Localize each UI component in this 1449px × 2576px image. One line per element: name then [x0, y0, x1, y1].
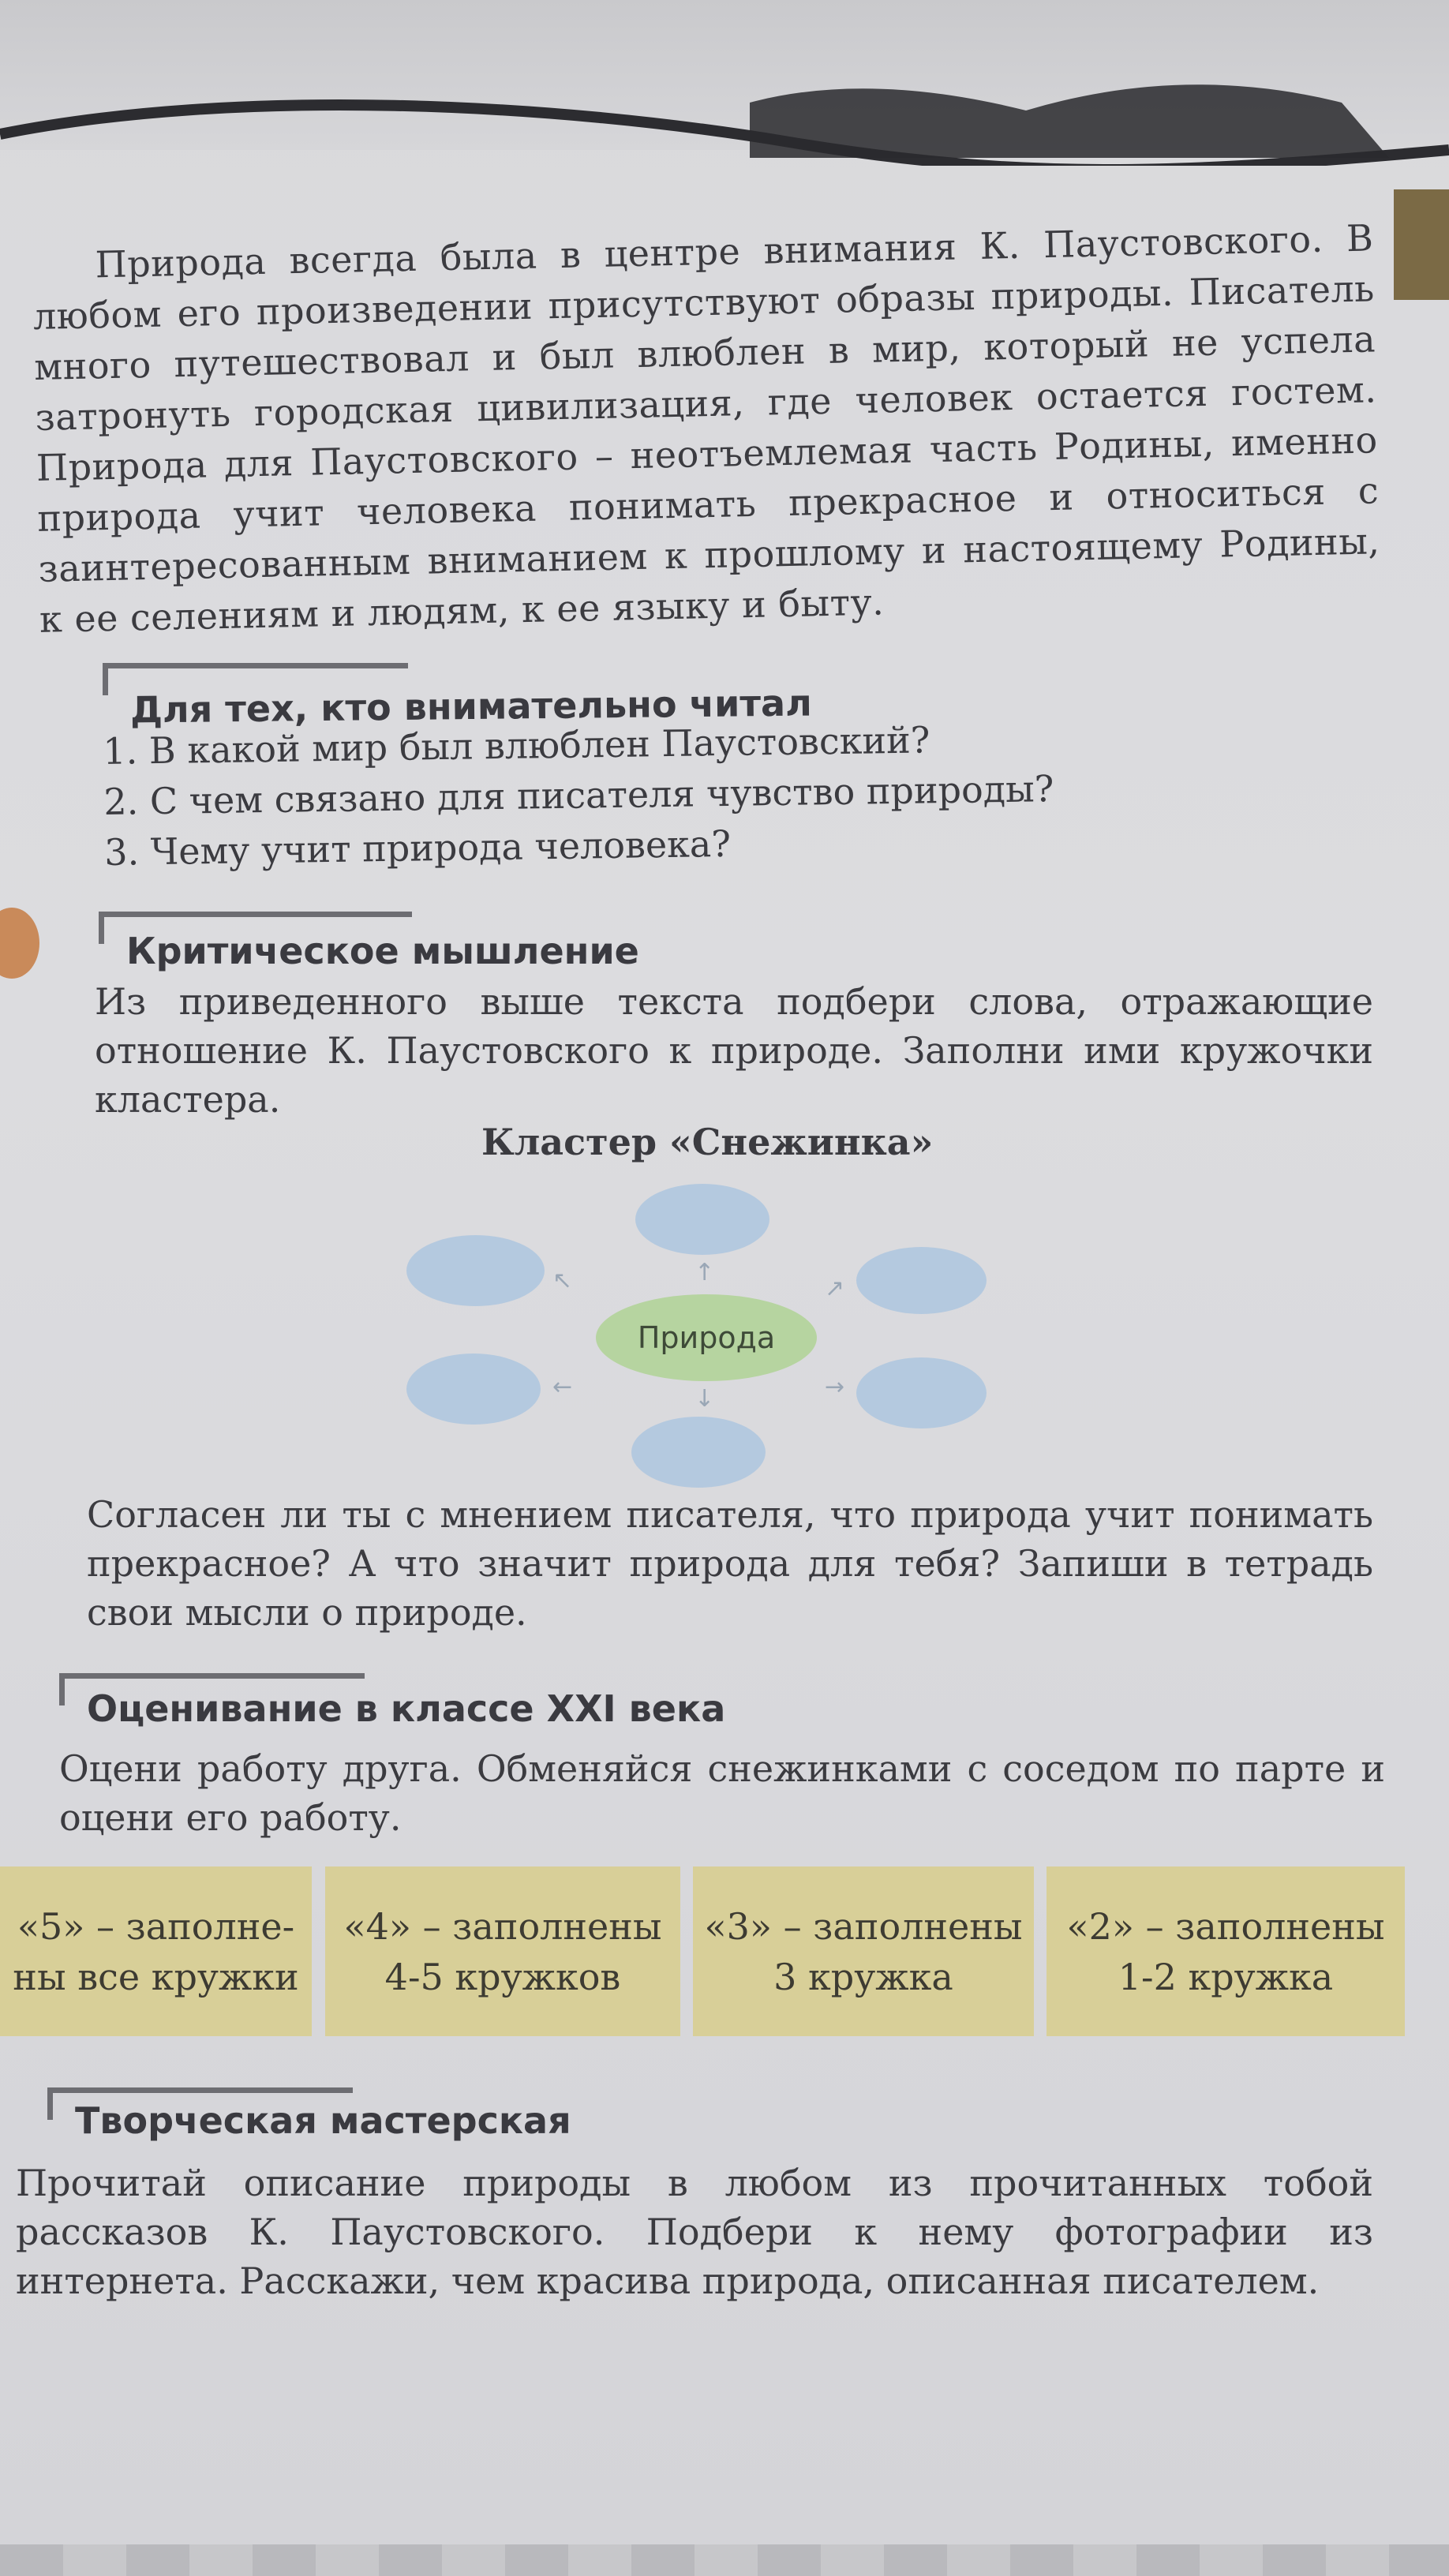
question-item: 2. С чем связано для писателя чувство природы?	[103, 767, 1054, 823]
cluster-oval	[406, 1354, 541, 1425]
arrow-left-icon: ←	[552, 1373, 573, 1401]
questions-list	[103, 713, 1055, 878]
cluster-oval	[406, 1235, 545, 1306]
cluster-oval	[856, 1357, 987, 1428]
arrow-up-icon: ↑	[695, 1259, 715, 1286]
grade-line: ны все кружки	[13, 1955, 299, 1998]
arrow-down-icon: ↓	[695, 1385, 715, 1413]
creative-task: Прочитай описание природы в любом из прочитанных тобой рассказов К. Паустовского. Подбери к нему фотографии из интернета. Расскажи, чем красива природа, описанная писателем.	[16, 2162, 1373, 2302]
grade-5-box	[0, 1866, 312, 2036]
grade-2-box	[1046, 1866, 1405, 2036]
grade-line: 3 кружка	[773, 1955, 953, 1998]
critical-task: Из приведенного выше текста подбери слова, отражающие отношение К. Паустовского к природе. Заполни ими кружочки кластера.	[95, 980, 1373, 1121]
section-title-creative: Творческая мастерская	[75, 2099, 571, 2142]
student-icon	[0, 908, 39, 979]
page-bottom-edge	[0, 2544, 1449, 2576]
grades-row	[0, 1866, 1405, 2036]
intro-paragraph	[32, 212, 1381, 644]
section-title-critical-thinking: Критическое мышление	[126, 930, 639, 972]
question-item: 3. Чему учит природа человека?	[103, 822, 732, 874]
section-title-careful-reading: Для тех, кто внимательно читал	[129, 681, 813, 732]
arrow-right-icon: →	[825, 1373, 845, 1401]
cluster-question: Согласен ли ты с мнением писателя, что природа учит понимать прекрасное? А что значит природа для тебя? Запиши в тетрадь свои мысли о природе.	[87, 1493, 1373, 1634]
grade-line: «4» – заполнены	[343, 1904, 662, 1948]
grade-line: 4-5 кружков	[384, 1955, 621, 1998]
intro-text: Природа всегда была в центре внимания К. Паустовского. В любом его произведении присутствуют образы природы. Писатель много путешествовал и был влюблен в мир, который не успела затронуть городская цивилизация, где человек остается гостем. Природа для Паустовского – неотъемлемая часть Родины, именно природа учит человека понимать прекрасное и относиться с заинтересованным вниманием к прошлому и настоящему Родины, к ее селениям и людям, к ее языку и быту.	[32, 216, 1380, 641]
cluster-title: Кластер «Снежинка»	[481, 1121, 934, 1163]
grade-line: «2» – заполнены	[1066, 1904, 1385, 1948]
grade-3-box	[693, 1866, 1034, 2036]
arrow-upright-icon: ↗	[825, 1275, 845, 1302]
question-item: 1. В какой мир был влюблен Паустовский?	[103, 718, 930, 773]
grade-line: 1-2 кружка	[1118, 1955, 1334, 1998]
section-title-assessment: Оценивание в классе XXI века	[87, 1687, 726, 1730]
grade-4-box	[325, 1866, 680, 2036]
cluster-oval	[856, 1247, 987, 1314]
grade-line: «3» – заполнены	[704, 1904, 1023, 1948]
cluster-oval	[635, 1184, 769, 1255]
arrow-upleft-icon: ↖	[552, 1267, 573, 1294]
assessment-task: Оцени работу друга. Обменяйся снежинками с соседом по парте и оцени его работу.	[59, 1747, 1385, 1839]
corner-image	[1394, 189, 1449, 300]
grade-line: «5» – заполне-	[17, 1904, 295, 1948]
decorative-wave-border	[0, 55, 1449, 166]
cluster-oval	[631, 1417, 766, 1488]
cluster-center: Природа	[596, 1294, 817, 1381]
